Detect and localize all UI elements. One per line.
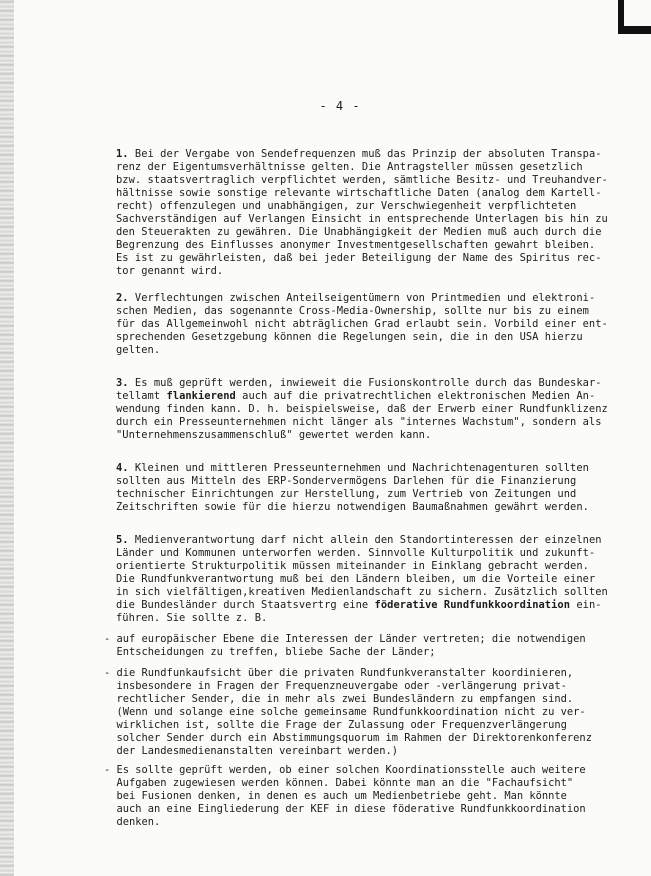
text-run: denken. (104, 816, 161, 828)
text-run: tor genannt wird. (116, 265, 224, 277)
text-line (116, 560, 589, 573)
text-line (116, 213, 608, 226)
text-run: bzw. staatsvertraglich verpflichtet werden, sämtliche Besitz- und Treuhandver- (116, 174, 608, 186)
text-run: durch ein Presseunternehmen nicht länger als "internes Wachstum", sondern als (116, 416, 602, 428)
page-number: - 4 - (319, 99, 361, 113)
text-run: renz der Eigentumsverhältnisse gelten. Die Antragsteller müssen gesetzlich (116, 161, 583, 173)
text-line (116, 265, 586, 278)
text-line (116, 501, 589, 514)
text-run: für das Allgemeinwohl nicht abträglichen Grad erlaubt sein. Vorbild einer ent- (116, 318, 608, 330)
text-run: Sachverständigen auf Verlangen Einsicht in entsprechende Unterlagen bis hin zu (116, 213, 608, 225)
text-run: führen. Sie sollte z. B. (116, 612, 268, 624)
text-line (104, 706, 594, 719)
paragraph-number: 4. (116, 462, 129, 474)
text-run: - Es sollte geprüft werden, ob einer solchen Koordinationsstelle auch weitere (104, 764, 586, 776)
text-run: wirklichen ist, sollte die Frage der Zulassung oder Frequenzverlängerung (104, 719, 567, 731)
text-line (116, 475, 586, 488)
text-line (116, 239, 596, 252)
text-run: orientierte Strukturpolitik müssen miteinander in Einklang gebracht werden. (116, 560, 589, 572)
text-line (116, 377, 602, 390)
text-line (116, 403, 608, 416)
text-line (104, 646, 594, 659)
list-item-1 (104, 633, 594, 659)
text-line (104, 719, 594, 732)
text-line (104, 764, 594, 777)
paragraph-3 (116, 377, 608, 442)
text-run: sollten aus Mitteln des ERP-Sondervermögens Darlehen für die Finanzierung (116, 475, 577, 487)
text-run: - auf europäischer Ebene die Interessen der Länder vertreten; die notwendigen (104, 633, 586, 645)
text-line (116, 187, 602, 200)
text-line (116, 573, 596, 586)
text-run: sprechenden Gesetzgebung können die Regelungen sein, die in den USA hierzu (116, 331, 583, 343)
text-line (104, 680, 594, 693)
text-line (116, 331, 586, 344)
text-line (116, 586, 608, 599)
text-run: der Landesmedienanstalten vereinbart werden.) (104, 745, 399, 757)
text-line (116, 462, 589, 475)
text-run: Entscheidungen zu treffen, bliebe Sache der Länder; (104, 646, 436, 658)
list-item-2 (104, 667, 594, 758)
text-line (116, 612, 586, 625)
paragraph-number: 3. (116, 377, 129, 389)
text-line (116, 226, 602, 239)
scan-edge-shadow (0, 0, 14, 876)
text-run: Aufgaben zugewiesen werden können. Dabei könnte man an die "Fachaufsicht" (104, 777, 574, 789)
text-run: bei Fusionen denken, in denen es auch um Medienbetriebe geht. Man könnte (104, 790, 567, 802)
text-run: Länder und Kommunen unterworfen werden. Sinnvolle Kulturpolitik und zukunft- (116, 547, 596, 559)
paragraph-2 (116, 292, 608, 357)
text-line (104, 790, 594, 803)
text-run: solcher Sender durch ein Abstimmungsquorum im Rahmen der Direktorenkonferenz (104, 732, 592, 744)
text-line (104, 745, 594, 758)
text-run: auch auf die privatrechtlichen elektronischen Medien An- (235, 390, 596, 402)
list-item-3 (104, 764, 594, 829)
text-line (104, 732, 594, 745)
text-line (116, 344, 586, 357)
text-run: den Steuerakten zu gewähren. Die Unabhängigkeit der Medien muß auch durch die (116, 226, 602, 238)
text-run: Kleinen und mittleren Presseunternehmen und Nachrichtenagenturen sollten (128, 462, 589, 474)
text-run: schen Medien, das sogenannte Cross-Media-Ownership, sollte nur bis zu einem (116, 305, 589, 317)
paragraph-number: 1. (116, 148, 129, 160)
text-run: Die Rundfunkverantwortung muß bei den Ländern bleiben, um die Vorteile einer (116, 573, 596, 585)
text-line (116, 429, 586, 442)
text-line (116, 292, 596, 305)
text-run: hältnisse sowie sonstige relevante wirtschaftliche Daten (analog dem Kartell- (116, 187, 602, 199)
text-run: wendung finden kann. D. h. beispielsweise, daß der Erwerb einer Rundfunklizenz (116, 403, 608, 415)
text-line (104, 693, 594, 706)
paragraph-5 (116, 534, 608, 625)
text-line (116, 148, 602, 161)
text-line (116, 318, 608, 331)
emphasis-text: flankierend (166, 390, 236, 402)
text-run: Zeitschriften sowie für die hierzu notwendigen Baumaßnahmen gewährt werden. (116, 501, 589, 513)
scan-corner-mark (624, 26, 651, 34)
text-line (116, 161, 586, 174)
text-run: Es muß geprüft werden, inwieweit die Fusionskontrolle durch das Bundeskar- (128, 377, 602, 389)
text-run: insbesondere in Fragen der Frequenzneuvergabe oder -verlängerung privat- (104, 680, 567, 692)
text-run: "Unternehmenszusammenschluß" gewertet werden kann. (116, 429, 432, 441)
text-line (116, 174, 608, 187)
text-line (116, 488, 586, 501)
text-line (116, 547, 596, 560)
text-line (116, 252, 602, 265)
text-run: Bei der Vergabe von Sendefrequenzen muß das Prinzip der absoluten Transpa- (128, 148, 602, 160)
text-line (116, 200, 586, 213)
text-run: (Wenn und solange eine solche gemeinsame Rundfunkkoordination nicht zu ver- (104, 706, 586, 718)
text-run: die Bundesländer durch Staatsvertrg eine (116, 599, 375, 611)
text-run: rechtlicher Sender, die in mehr als zwei Bundesländern zu empfangen sind. (104, 693, 574, 705)
text-run: ein- (570, 599, 602, 611)
paragraph-4 (116, 462, 589, 514)
text-run: in sich vielfältigen,kreativen Medienlandschaft zu sichern. Zusätzlich sollten (116, 586, 608, 598)
text-line (104, 667, 594, 680)
text-line (116, 599, 602, 612)
text-run: Begrenzung des Einflusses anonymer Investmentgesellschaften gewahrt bleiben. (116, 239, 596, 251)
text-line (104, 803, 594, 816)
paragraph-1 (116, 148, 608, 278)
text-line (116, 534, 602, 547)
text-run: Verflechtungen zwischen Anteilseigentümern von Printmedien und elektroni- (128, 292, 596, 304)
text-run: recht) offenzulegen und unabhängigen, zur Verschwiegenheit verpflichteten (116, 200, 577, 212)
text-run: auch an eine Eingliederung der KEF in diese föderative Rundfunkkoordination (104, 803, 586, 815)
text-run: Es ist zu gewährleisten, daß bei jeder Beteiligung der Name des Spiritus rec- (116, 252, 602, 264)
text-line (116, 416, 602, 429)
paragraph-number: 2. (116, 292, 129, 304)
text-line (104, 633, 594, 646)
paragraph-number: 5. (116, 534, 129, 546)
text-run: gelten. (116, 344, 161, 356)
emphasis-text: föderative Rundfunkkoordination (374, 599, 571, 611)
text-run: Medienverantwortung darf nicht allein den Standortinteressen der einzelnen (128, 534, 602, 546)
text-line (116, 305, 589, 318)
text-line (104, 816, 594, 829)
text-run: - die Rundfunkaufsicht über die privaten Rundfunkveranstalter koordinieren, (104, 667, 574, 679)
text-run: technischer Einrichtungen zur Herstellung, zum Vertrieb von Zeitungen und (116, 488, 577, 500)
text-line (116, 390, 596, 403)
text-run: tellamt (116, 390, 167, 402)
text-line (104, 777, 594, 790)
